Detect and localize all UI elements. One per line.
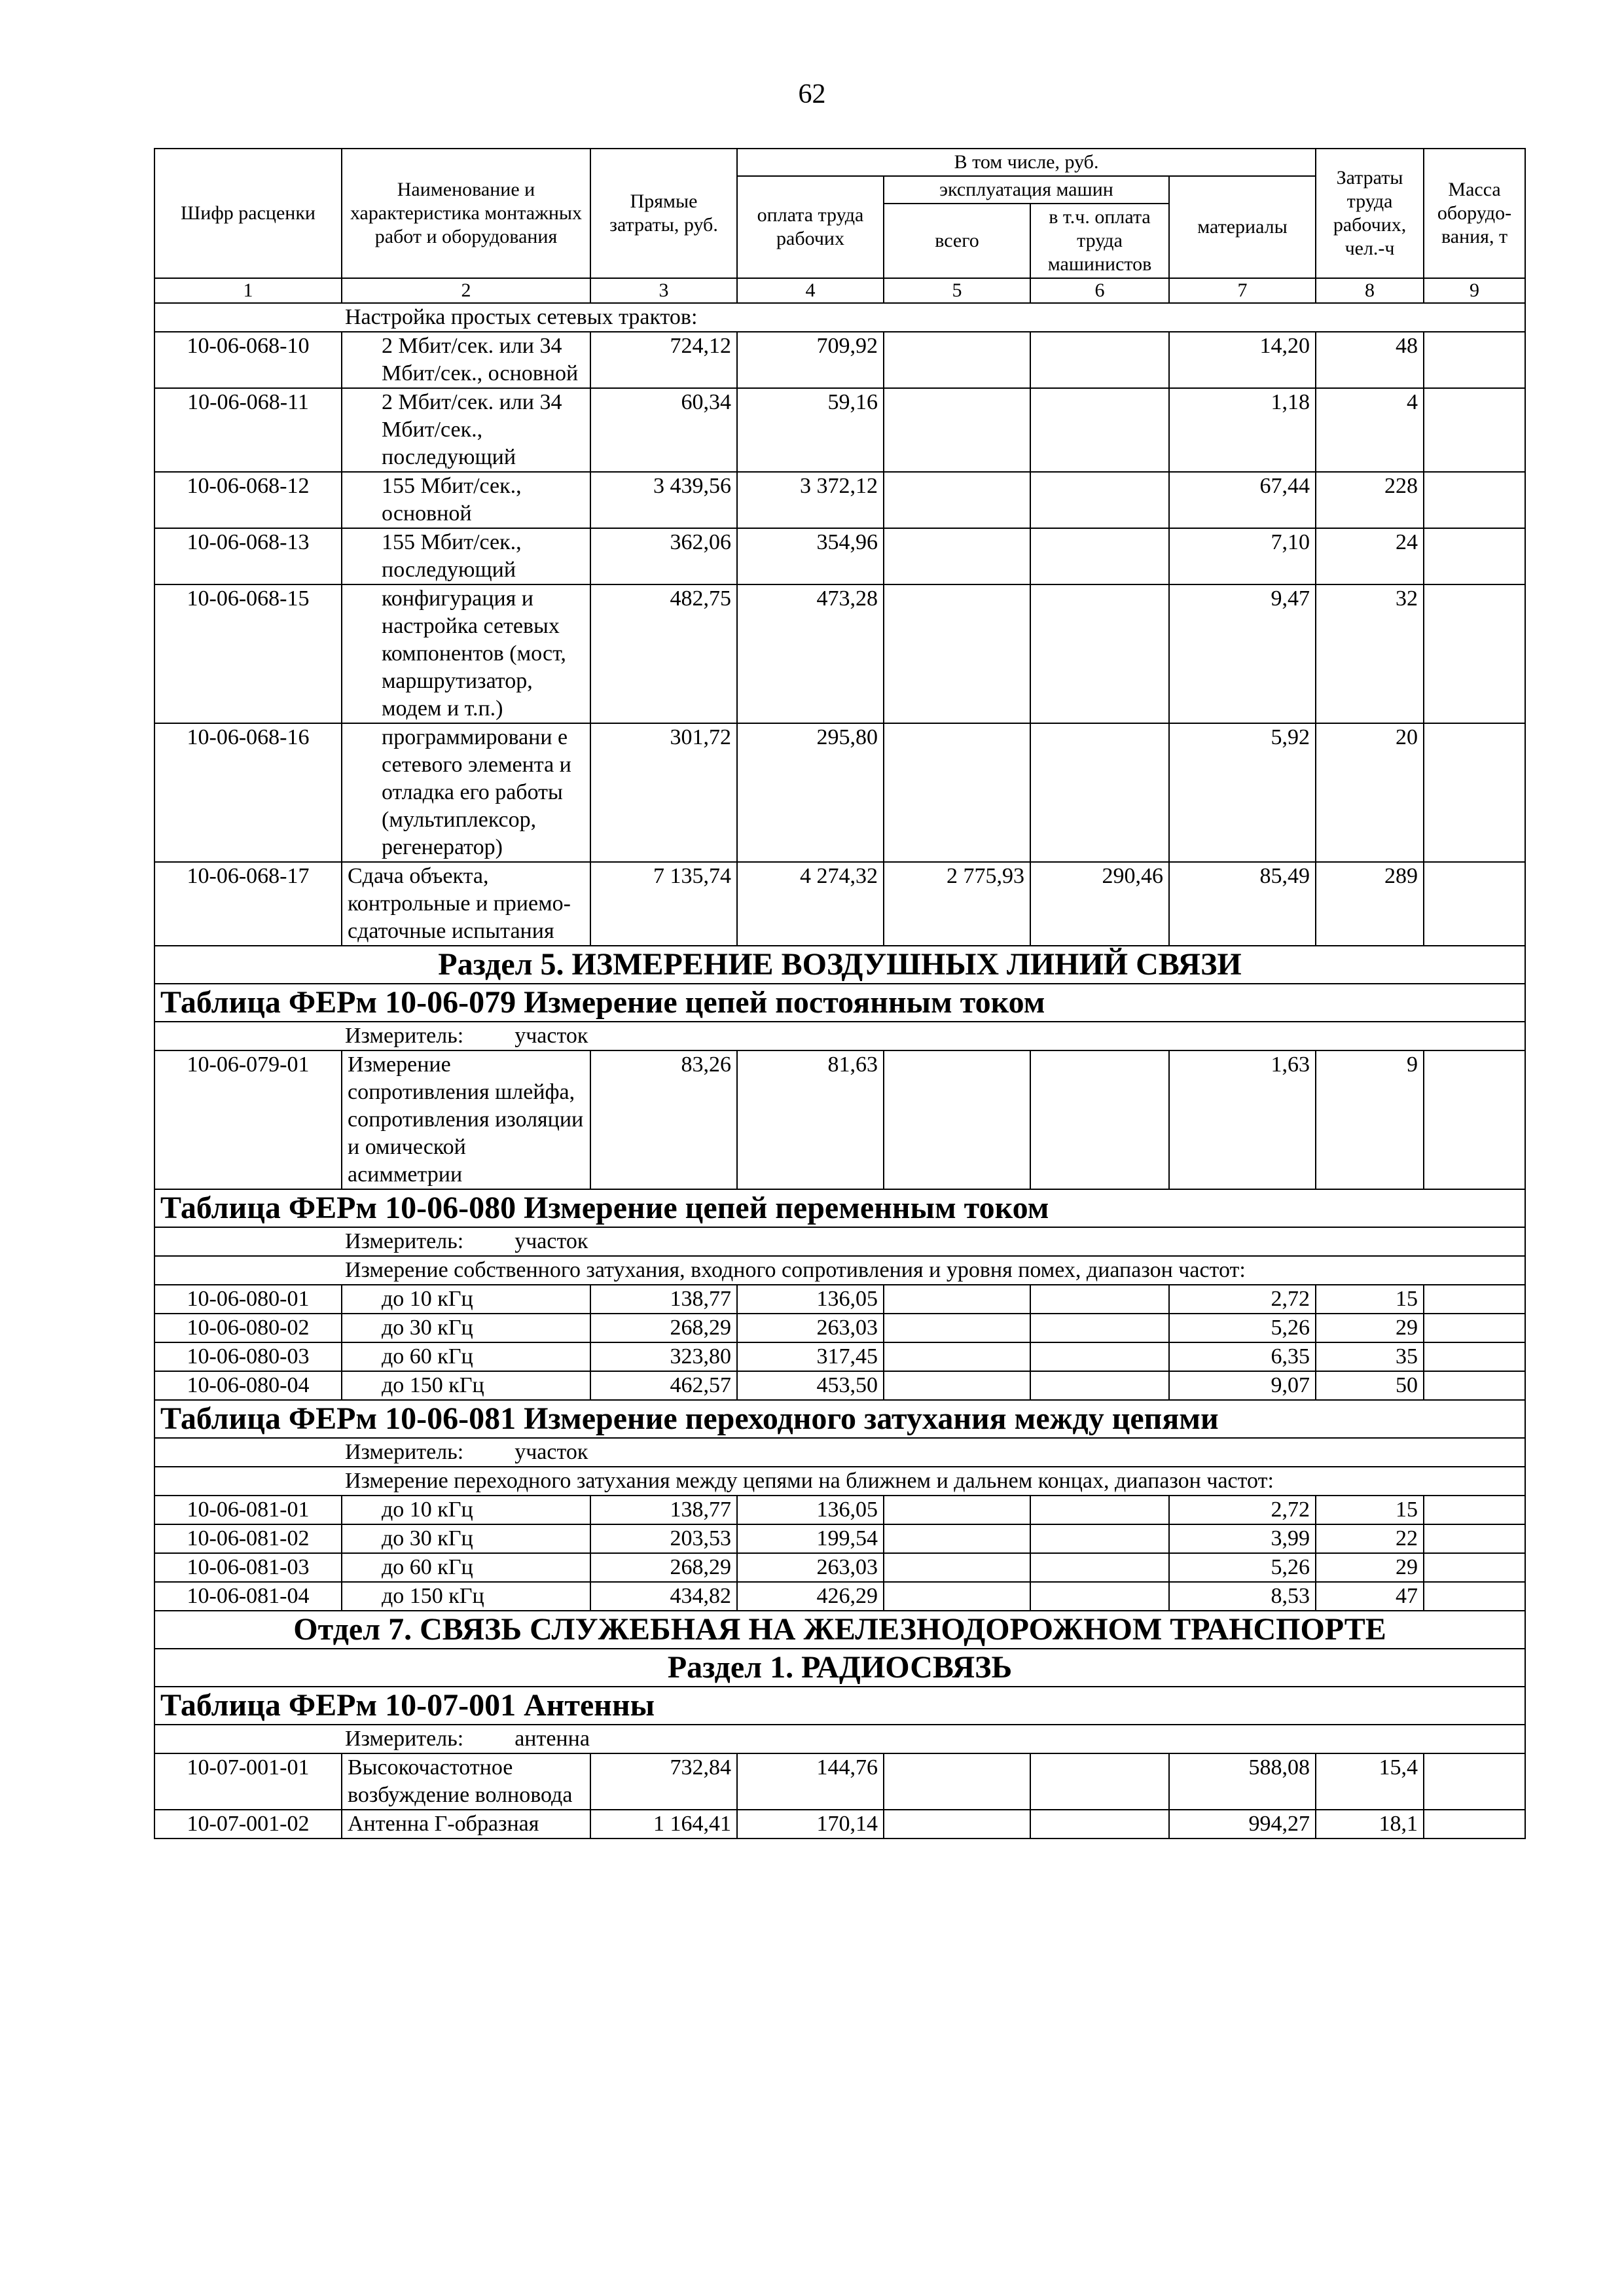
row-code: 10-06-068-15 [154, 584, 342, 723]
row-name: до 60 кГц [342, 1342, 590, 1371]
row-machinists-pay [1030, 528, 1169, 584]
row-machines-total [884, 1496, 1030, 1524]
row-labor-pay: 473,28 [737, 584, 884, 723]
row-name: до 30 кГц [342, 1314, 590, 1342]
table-row [154, 584, 1525, 723]
measure-row [154, 1022, 1525, 1050]
row-labor-hours: 20 [1316, 723, 1424, 862]
measure-unit [154, 1227, 1525, 1256]
row-code: 10-06-081-04 [154, 1582, 342, 1611]
header-row-1 [154, 149, 1525, 176]
row-direct-cost: 60,34 [590, 388, 737, 472]
row-labor-hours: 50 [1316, 1371, 1424, 1400]
measure-row [154, 1725, 1525, 1753]
block1-rows [154, 332, 1525, 862]
row-machines-total [884, 1553, 1030, 1582]
row-materials: 1,63 [1169, 1050, 1316, 1189]
row-direct-cost: 203,53 [590, 1524, 737, 1553]
row-labor-pay: 354,96 [737, 528, 884, 584]
row-labor-hours: 228 [1316, 472, 1424, 528]
row-materials: 9,47 [1169, 584, 1316, 723]
row-direct-cost: 7 135,74 [590, 862, 737, 946]
row-labor-pay: 317,45 [737, 1342, 884, 1371]
row-mass [1424, 1314, 1525, 1342]
table-row [154, 723, 1525, 862]
row-labor-hours: 32 [1316, 584, 1424, 723]
row-labor-hours: 18,1 [1316, 1810, 1424, 1839]
row-materials: 5,26 [1169, 1314, 1316, 1342]
table-row [154, 1371, 1525, 1400]
header-materials: материалы [1169, 176, 1316, 278]
row-materials: 8,53 [1169, 1582, 1316, 1611]
row-direct-cost: 732,84 [590, 1753, 737, 1810]
row-machines-total [884, 1524, 1030, 1553]
row-code: 10-06-080-01 [154, 1285, 342, 1314]
col-num: 8 [1316, 278, 1424, 303]
t07001-rows [154, 1753, 1525, 1839]
row-materials: 588,08 [1169, 1753, 1316, 1810]
note-row [154, 303, 1525, 332]
row-labor-pay: 81,63 [737, 1050, 884, 1189]
row-name: 2 Мбит/сек. или 34 Мбит/сек., основной [342, 332, 590, 388]
row-machinists-pay [1030, 723, 1169, 862]
row-materials: 2,72 [1169, 1285, 1316, 1314]
col-num: 6 [1030, 278, 1169, 303]
row-machinists-pay: 290,46 [1030, 862, 1169, 946]
section-heading: Раздел 1. РАДИОСВЯЗЬ [154, 1649, 1525, 1687]
table-row [154, 1342, 1525, 1371]
col-num: 4 [737, 278, 884, 303]
table-row [154, 1050, 1525, 1189]
row-direct-cost: 138,77 [590, 1496, 737, 1524]
row-machinists-pay [1030, 472, 1169, 528]
row-machines-total [884, 472, 1030, 528]
row-machinists-pay [1030, 1342, 1169, 1371]
row-materials: 994,27 [1169, 1810, 1316, 1839]
table-row [154, 1285, 1525, 1314]
row-direct-cost: 268,29 [590, 1553, 737, 1582]
col-num: 3 [590, 278, 737, 303]
table-row [154, 1810, 1525, 1839]
table-title-row [154, 1687, 1525, 1725]
row-labor-hours: 289 [1316, 862, 1424, 946]
block-note: Настройка простых сетевых трактов: [154, 303, 1525, 332]
row-materials: 7,10 [1169, 528, 1316, 584]
row-mass [1424, 1810, 1525, 1839]
row-materials: 1,18 [1169, 388, 1316, 472]
row-materials: 9,07 [1169, 1371, 1316, 1400]
row-labor-pay: 59,16 [737, 388, 884, 472]
row-machines-total [884, 388, 1030, 472]
header-labor-cost: Затраты труда рабочих, чел.-ч [1316, 149, 1424, 278]
row-machines-total [884, 1285, 1030, 1314]
table-title: Таблица ФЕРм 10-06-080 Измерение цепей переменным током [154, 1189, 1525, 1227]
row-machines-total [884, 528, 1030, 584]
row-machinists-pay [1030, 1371, 1169, 1400]
row-name: до 60 кГц [342, 1553, 590, 1582]
row-labor-hours: 24 [1316, 528, 1424, 584]
row-name: 2 Мбит/сек. или 34 Мбит/сек., последующий [342, 388, 590, 472]
row-labor-pay: 263,03 [737, 1314, 884, 1342]
section-heading: Раздел 5. ИЗМЕРЕНИЕ ВОЗДУШНЫХ ЛИНИЙ СВЯЗИ [154, 946, 1525, 984]
row-machinists-pay [1030, 1753, 1169, 1810]
table-row [154, 1314, 1525, 1342]
row-mass [1424, 862, 1525, 946]
row-labor-pay: 426,29 [737, 1582, 884, 1611]
row-mass [1424, 1050, 1525, 1189]
row-name: Сдача объекта, контрольные и приемо-сдаточные испытания [342, 862, 590, 946]
table-row [154, 1553, 1525, 1582]
col-num: 7 [1169, 278, 1316, 303]
row-direct-cost: 138,77 [590, 1285, 737, 1314]
table-row [154, 1524, 1525, 1553]
row-direct-cost: 268,29 [590, 1314, 737, 1342]
row-materials: 67,44 [1169, 472, 1316, 528]
row-machines-total [884, 584, 1030, 723]
row-direct-cost: 3 439,56 [590, 472, 737, 528]
row-labor-pay: 3 372,12 [737, 472, 884, 528]
section-row [154, 1649, 1525, 1687]
row-labor-hours: 48 [1316, 332, 1424, 388]
row-machinists-pay [1030, 388, 1169, 472]
row-code: 10-06-068-13 [154, 528, 342, 584]
col-num: 9 [1424, 278, 1525, 303]
page-number: 62 [798, 79, 826, 109]
row-materials: 14,20 [1169, 332, 1316, 388]
row-machines-total [884, 1050, 1030, 1189]
table-row [154, 862, 1525, 946]
measure-unit [154, 1022, 1525, 1050]
row-code: 10-06-068-11 [154, 388, 342, 472]
measure-row [154, 1227, 1525, 1256]
row-name: до 150 кГц [342, 1371, 590, 1400]
row-code: 10-06-068-17 [154, 862, 342, 946]
table-row [154, 528, 1525, 584]
col-num: 2 [342, 278, 590, 303]
row-name: программировани е сетевого элемента и отладка его работы (мультиплексор, регенератор) [342, 723, 590, 862]
row-code: 10-06-081-02 [154, 1524, 342, 1553]
row-mass [1424, 1371, 1525, 1400]
row-code: 10-07-001-02 [154, 1810, 342, 1839]
row-code: 10-07-001-01 [154, 1753, 342, 1810]
row-labor-hours: 35 [1316, 1342, 1424, 1371]
row-labor-hours: 47 [1316, 1582, 1424, 1611]
row-direct-cost: 301,72 [590, 723, 737, 862]
department-heading: Отдел 7. СВЯЗЬ СЛУЖЕБНАЯ НА ЖЕЛЕЗНОДОРОЖНОМ ТРАНСПОРТЕ [154, 1611, 1525, 1649]
block-note: Измерение собственного затухания, входного сопротивления и уровня помех, диапазон частот: [154, 1256, 1525, 1285]
row-mass [1424, 1285, 1525, 1314]
row-labor-hours: 29 [1316, 1314, 1424, 1342]
note-row [154, 1256, 1525, 1285]
note-row [154, 1467, 1525, 1496]
table-title: Таблица ФЕРм 10-07-001 Антенны [154, 1687, 1525, 1725]
row-direct-cost: 1 164,41 [590, 1810, 737, 1839]
row-mass [1424, 723, 1525, 862]
table-row [154, 1496, 1525, 1524]
row-mass [1424, 472, 1525, 528]
row-labor-hours: 15 [1316, 1285, 1424, 1314]
column-numbers-row [154, 278, 1525, 303]
row-labor-pay: 136,05 [737, 1285, 884, 1314]
header-code: Шифр расценки [154, 149, 342, 278]
row-machinists-pay [1030, 1582, 1169, 1611]
header-name: Наименование и характеристика монтажных работ и оборудования [342, 149, 590, 278]
row-name: Высокочастотное возбуждение волновода [342, 1753, 590, 1810]
measure-unit [154, 1725, 1525, 1753]
row-code: 10-06-068-12 [154, 472, 342, 528]
row-direct-cost: 462,57 [590, 1371, 737, 1400]
row-code: 10-06-080-02 [154, 1314, 342, 1342]
section-row [154, 1611, 1525, 1649]
row-machines-total [884, 723, 1030, 862]
row-code: 10-06-079-01 [154, 1050, 342, 1189]
table-row [154, 1753, 1525, 1810]
row-mass [1424, 1342, 1525, 1371]
section-row [154, 946, 1525, 984]
header-mass: Масса оборудо-вания, т [1424, 149, 1525, 278]
row-code: 10-06-081-03 [154, 1553, 342, 1582]
row-code: 10-06-080-04 [154, 1371, 342, 1400]
row-name: до 10 кГц [342, 1496, 590, 1524]
row-machines-total: 2 775,93 [884, 862, 1030, 946]
row-name: Антенна Г-образная [342, 1810, 590, 1839]
row-code: 10-06-068-16 [154, 723, 342, 862]
row-direct-cost: 724,12 [590, 332, 737, 388]
col-num: 1 [154, 278, 342, 303]
row-machinists-pay [1030, 1496, 1169, 1524]
row-machinists-pay [1030, 332, 1169, 388]
row-machinists-pay [1030, 1524, 1169, 1553]
row-mass [1424, 1553, 1525, 1582]
row-machinists-pay [1030, 1285, 1169, 1314]
row-machines-total [884, 1753, 1030, 1810]
header-including: В том числе, руб. [737, 149, 1316, 176]
row-machinists-pay [1030, 584, 1169, 723]
row-labor-pay: 453,50 [737, 1371, 884, 1400]
row-mass [1424, 332, 1525, 388]
header-machines: эксплуатация машин [884, 176, 1169, 204]
row-code: 10-06-068-10 [154, 332, 342, 388]
t081-rows [154, 1496, 1525, 1611]
measure-value: участок [514, 1440, 588, 1464]
row-machinists-pay [1030, 1810, 1169, 1839]
row-name: Измерение сопротивления шлейфа, сопротивления изоляции и омической асимметрии [342, 1050, 590, 1189]
row-labor-hours: 9 [1316, 1050, 1424, 1189]
measure-label: Измеритель: [345, 1229, 464, 1253]
row-labor-hours: 4 [1316, 388, 1424, 472]
row-labor-pay: 4 274,32 [737, 862, 884, 946]
row-materials: 85,49 [1169, 862, 1316, 946]
row-mass [1424, 1496, 1525, 1524]
row-machines-total [884, 1371, 1030, 1400]
row-direct-cost: 83,26 [590, 1050, 737, 1189]
row-direct-cost: 482,75 [590, 584, 737, 723]
measure-label: Измеритель: [345, 1440, 464, 1464]
row-mass [1424, 584, 1525, 723]
row-materials: 2,72 [1169, 1496, 1316, 1524]
table-row [154, 332, 1525, 388]
row-mass [1424, 388, 1525, 472]
measure-label: Измеритель: [345, 1024, 464, 1048]
table-title-row [154, 1189, 1525, 1227]
row-mass [1424, 1582, 1525, 1611]
row-machinists-pay [1030, 1553, 1169, 1582]
table-row [154, 388, 1525, 472]
row-labor-pay: 199,54 [737, 1524, 884, 1553]
table-title: Таблица ФЕРм 10-06-079 Измерение цепей постоянным током [154, 984, 1525, 1022]
row-labor-pay: 263,03 [737, 1553, 884, 1582]
row-labor-pay: 144,76 [737, 1753, 884, 1810]
row-labor-hours: 15 [1316, 1496, 1424, 1524]
row-code: 10-06-080-03 [154, 1342, 342, 1371]
table-title-row [154, 984, 1525, 1022]
row-labor-pay: 709,92 [737, 332, 884, 388]
table-title: Таблица ФЕРм 10-06-081 Измерение переходного затухания между цепями [154, 1400, 1525, 1438]
t080-rows [154, 1285, 1525, 1400]
measure-label: Измеритель: [345, 1727, 464, 1751]
measure-value: антенна [514, 1727, 590, 1751]
row-code: 10-06-081-01 [154, 1496, 342, 1524]
row-labor-pay: 136,05 [737, 1496, 884, 1524]
measure-row [154, 1438, 1525, 1467]
row-machines-total [884, 332, 1030, 388]
header-direct: Прямые затраты, руб. [590, 149, 737, 278]
rates-table [154, 148, 1526, 1839]
row-materials: 5,26 [1169, 1553, 1316, 1582]
row-labor-hours: 29 [1316, 1553, 1424, 1582]
row-name: до 150 кГц [342, 1582, 590, 1611]
row-machines-total [884, 1314, 1030, 1342]
measure-value: участок [514, 1229, 588, 1253]
col-num: 5 [884, 278, 1030, 303]
row-materials: 3,99 [1169, 1524, 1316, 1553]
header-labor-pay: оплата труда рабочих [737, 176, 884, 278]
row-machinists-pay [1030, 1050, 1169, 1189]
row-direct-cost: 434,82 [590, 1582, 737, 1611]
row-name: 155 Мбит/сек., основной [342, 472, 590, 528]
row-name: до 10 кГц [342, 1285, 590, 1314]
table-row [154, 1582, 1525, 1611]
row-machines-total [884, 1342, 1030, 1371]
row-direct-cost: 362,06 [590, 528, 737, 584]
row-labor-hours: 15,4 [1316, 1753, 1424, 1810]
header-machinists-pay: в т.ч. оплата труда машинистов [1030, 204, 1169, 278]
row-labor-hours: 22 [1316, 1524, 1424, 1553]
table-title-row [154, 1400, 1525, 1438]
measure-unit [154, 1438, 1525, 1467]
row-machines-total [884, 1582, 1030, 1611]
row-materials: 5,92 [1169, 723, 1316, 862]
row-labor-pay: 295,80 [737, 723, 884, 862]
table-row [154, 472, 1525, 528]
row-materials: 6,35 [1169, 1342, 1316, 1371]
row-mass [1424, 528, 1525, 584]
row-name: конфигурация и настройка сетевых компонентов (мост, маршрутизатор, модем и т.п.) [342, 584, 590, 723]
row-direct-cost: 323,80 [590, 1342, 737, 1371]
row-machinists-pay [1030, 1314, 1169, 1342]
row-mass [1424, 1753, 1525, 1810]
row-labor-pay: 170,14 [737, 1810, 884, 1839]
row-mass [1424, 1524, 1525, 1553]
row-name: 155 Мбит/сек., последующий [342, 528, 590, 584]
row-machines-total [884, 1810, 1030, 1839]
block-note: Измерение переходного затухания между цепями на ближнем и дальнем концах, диапазон частот: [154, 1467, 1525, 1496]
row-name: до 30 кГц [342, 1524, 590, 1553]
header-machines-total: всего [884, 204, 1030, 278]
measure-value: участок [514, 1024, 588, 1048]
